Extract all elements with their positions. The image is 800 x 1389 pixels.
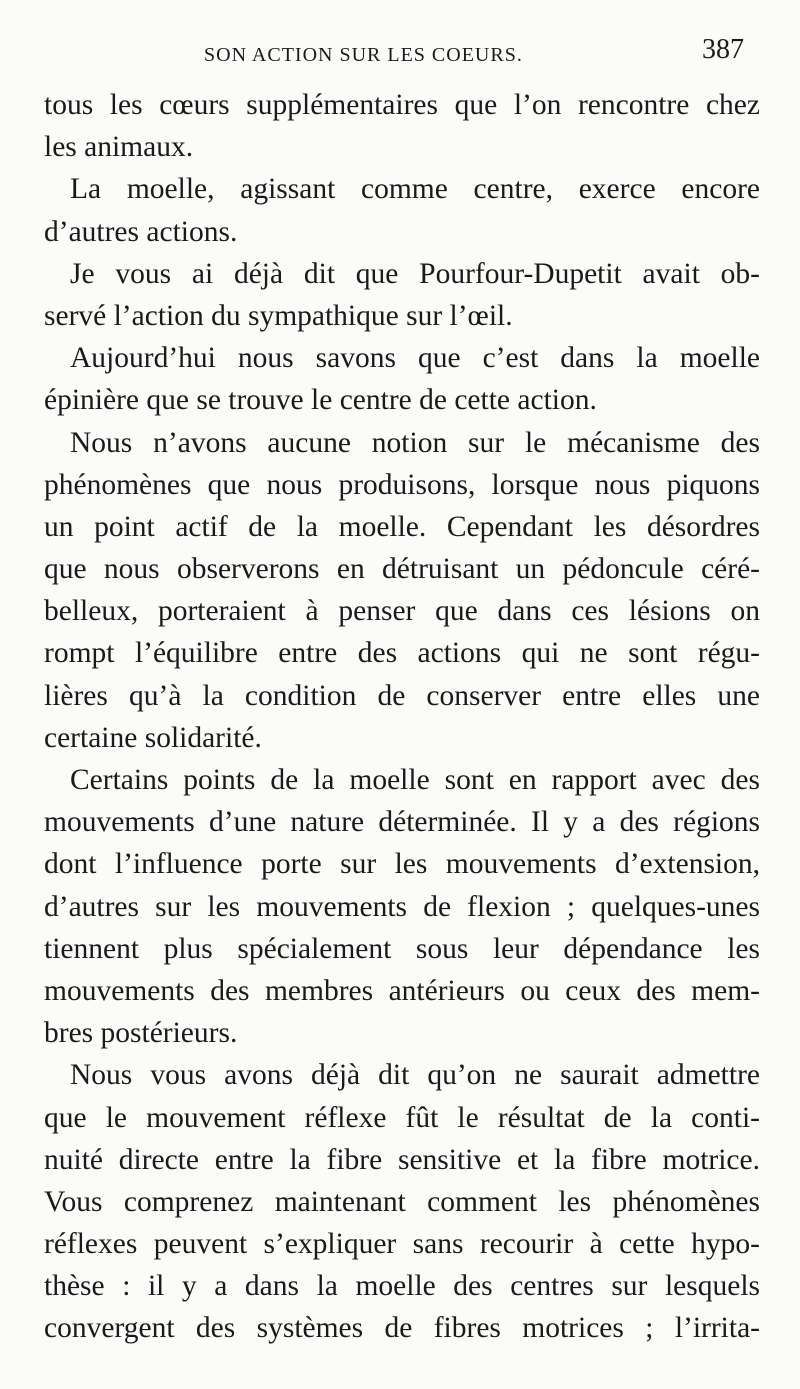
text-line: Nous n’avons aucune notion sur le mécanisme des	[70, 426, 760, 459]
text-line: belleux, porteraient à penser que dans ces lésions on	[44, 595, 760, 628]
text-line: certaine solidarité.	[44, 721, 262, 754]
text-line: Nous vous avons déjà dit qu’on ne saurait admettre	[70, 1059, 760, 1092]
text-line: servé l’action du sympathique sur l’œil.	[44, 299, 513, 332]
text-line: Vous comprenez maintenant comment les phénomènes	[44, 1185, 760, 1218]
text-line: La moelle, agissant comme centre, exerce encore	[70, 173, 760, 206]
text-line: Je vous ai déjà dit que Pourfour-Dupetit avait ob-	[70, 257, 760, 290]
text-line: bres postérieurs.	[44, 1017, 238, 1050]
text-line: thèse : il y a dans la moelle des centres sur lesquels	[44, 1270, 760, 1303]
page-header	[44, 34, 760, 74]
text-line: nuité directe entre la fibre sensitive et la fibre motrice.	[44, 1143, 760, 1176]
text-line: mouvements des membres antérieurs ou ceux des mem-	[44, 974, 760, 1007]
text-line: tous les cœurs supplémentaires que l’on rencontre chez	[44, 89, 760, 121]
text-line: d’autres sur les mouvements de flexion ; quelques-unes	[44, 890, 760, 923]
text-line: lières qu’à la condition de conserver entre elles une	[44, 679, 760, 712]
text-line: Certains points de la moelle sont en rapport avec des	[70, 764, 760, 796]
text-line: phénomènes que nous produisons, lorsque nous piquons	[44, 468, 760, 501]
page-number: 387	[702, 34, 744, 65]
text-line: rompt l’équilibre entre des actions qui ne sont régu-	[44, 637, 760, 670]
running-title: SON ACTION SUR LES COEURS.	[204, 44, 523, 66]
text-line: Aujourd’hui nous savons que c’est dans la moelle	[70, 342, 760, 375]
body-text	[44, 84, 760, 1350]
text-line: mouvements d’une nature déterminée. Il y a des régions	[44, 806, 760, 839]
text-line: d’autres actions.	[44, 215, 238, 248]
text-line: dont l’influence porte sur les mouvements d’extension,	[44, 848, 760, 881]
text-line: convergent des systèmes de fibres motrices ; l’irrita-	[44, 1312, 760, 1345]
text-line: que le mouvement réflexe fût le résultat de la conti-	[44, 1101, 760, 1134]
text-line: réflexes peuvent s’expliquer sans recourir à cette hypo-	[44, 1228, 760, 1261]
text-line: les animaux.	[44, 131, 194, 164]
text-line: tiennent plus spécialement sous leur dépendance les	[44, 932, 760, 965]
text-line: que nous observerons en détruisant un pédoncule céré-	[44, 553, 760, 586]
text-line: épinière que se trouve le centre de cette action.	[44, 384, 597, 417]
text-line: un point actif de la moelle. Cependant les désordres	[44, 510, 760, 543]
